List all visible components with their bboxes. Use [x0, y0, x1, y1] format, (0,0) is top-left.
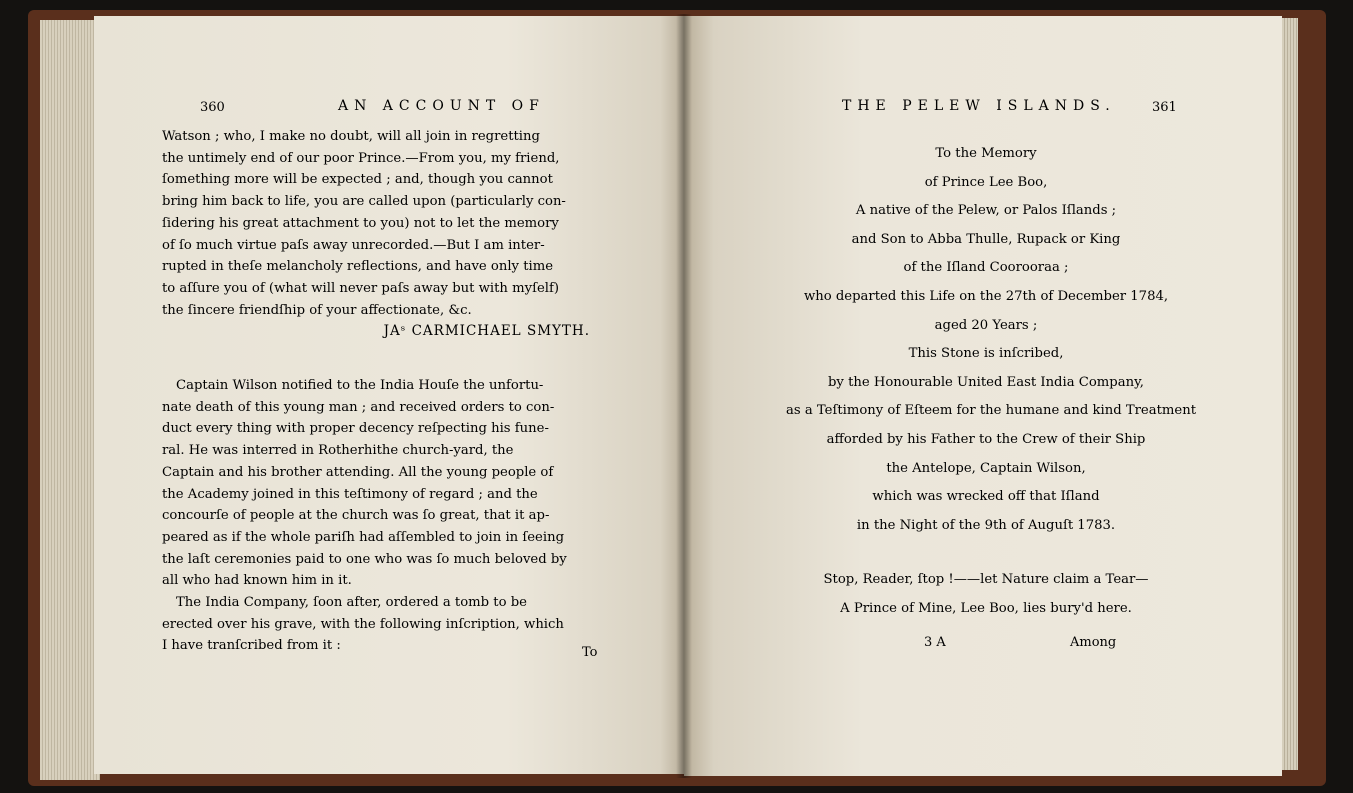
- inscription-line: who departed this Life on the 27th of December 1784,: [803, 288, 1169, 304]
- inscription-line: of the Iſland Coorooraa ;: [903, 260, 1069, 276]
- text-line: peared as if the whole pariſh had aſſembled to join in ſeeing: [162, 529, 565, 545]
- text-line: rupted in theſe melancholy reflections, and have only time: [162, 259, 554, 275]
- text-line: concourſe of people at the church was ſo great, that it ap-: [162, 508, 550, 524]
- inscription-line: the Antelope, Captain Wilson,: [886, 460, 1086, 476]
- left-page-text: [162, 126, 590, 657]
- text-line: ſomething more will be expected ; and, though you cannot: [162, 172, 553, 188]
- inscription-line: To the Memory: [935, 146, 1037, 161]
- letter-signature: JAˢ CARMICHAEL SMYTH.: [383, 323, 590, 340]
- inscription-line: which was wrecked off that Iſland: [872, 489, 1100, 505]
- inscription-line: as a Teſtimony of Eſteem for the humane and kind Treatment: [786, 403, 1196, 419]
- right-running-head: THE PELEW ISLANDS.: [842, 98, 1116, 114]
- text-line: the untimely end of our poor Prince.—From you, my friend,: [162, 150, 560, 166]
- inscription-line: by the Honourable United East India Company,: [827, 374, 1144, 390]
- text-line: the Academy joined in this teſtimony of regard ; and the: [162, 486, 538, 502]
- text-line: Captain and his brother attending. All the young people of: [162, 464, 554, 480]
- inscription-line: in the Night of the 9th of Auguſt 1783.: [856, 517, 1116, 533]
- text-line: The India Company, ſoon after, ordered a tomb to be: [176, 595, 527, 611]
- page-edges-left: [40, 20, 100, 780]
- text-line: of ſo much virtue paſs away unrecorded.—But I am inter-: [162, 237, 545, 253]
- inscription-line: This Stone is inſcribed,: [908, 346, 1064, 362]
- text-line: duct every thing with proper decency reſpecting his fune-: [162, 421, 549, 437]
- tomb-inscription: [786, 140, 1196, 624]
- inscription-line: A native of the Pelew, or Palos Iſlands ;: [855, 203, 1117, 219]
- inscription-line: afforded by his Father to the Crew of their Ship: [826, 431, 1146, 447]
- text-line: I have tranſcribed from it :: [162, 638, 341, 654]
- text-line: ral. He was interred in Rotherhithe church-yard, the: [162, 443, 514, 459]
- inscription-line: aged 20 Years ;: [934, 317, 1038, 333]
- left-folio: 360: [200, 100, 225, 115]
- text-line: the ſincere friendſhip of your affectionate, &c.: [162, 302, 472, 318]
- text-line: nate death of this young man ; and received orders to con-: [162, 399, 555, 415]
- text-line: Captain Wilson notified to the India Houſe the unfortu-: [176, 378, 544, 394]
- right-catchword: Among: [1070, 635, 1117, 650]
- signature-mark: 3 A: [924, 635, 946, 650]
- burial-paragraph: [162, 375, 590, 592]
- left-catchword: To: [582, 645, 598, 660]
- text-line: Watson ; who, I make no doubt, will all join in regretting: [162, 129, 540, 144]
- epitaph-line: A Prince of Mine, Lee Boo, lies bury'd here.: [840, 600, 1132, 616]
- text-line: bring him back to life, you are called upon (particularly con-: [162, 194, 566, 210]
- text-line: erected over his grave, with the following inſcription, which: [162, 616, 564, 632]
- text-line: ſidering his great attachment to you) not to let the memory: [162, 215, 559, 231]
- text-line: all who had known him in it.: [162, 573, 352, 589]
- tomb-paragraph: [162, 592, 590, 657]
- left-running-head: AN ACCOUNT OF: [338, 98, 545, 114]
- inscription-line: of Prince Lee Boo,: [924, 174, 1048, 190]
- inscription-line: and Son to Abba Thulle, Rupack or King: [851, 231, 1121, 247]
- epitaph-line: Stop, Reader, ſtop !——let Nature claim a Tear—: [823, 572, 1149, 588]
- right-folio: 361: [1152, 100, 1177, 115]
- text-line: to aſſure you of (what will never paſs away but with myſelf): [162, 280, 559, 296]
- book-gutter: [676, 14, 692, 778]
- letter-paragraph: [162, 126, 590, 321]
- text-line: the laſt ceremonies paid to one who was ſo much beloved by: [162, 551, 567, 567]
